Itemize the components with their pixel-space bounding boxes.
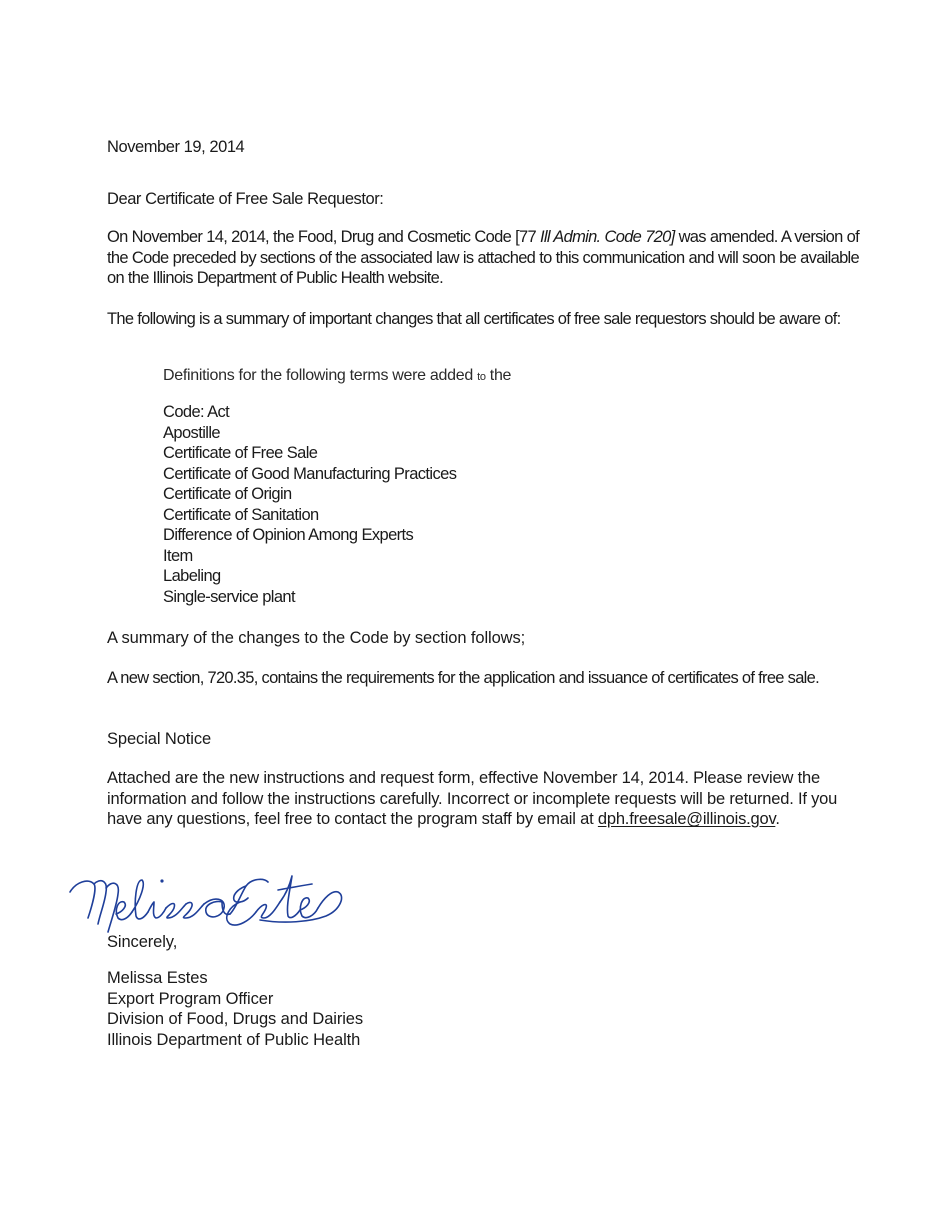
definitions-intro <box>163 366 511 387</box>
list-item: Certificate of Free Sale <box>163 444 318 462</box>
code-citation: Ill Admin. Code 720] <box>540 228 675 246</box>
paragraph-instructions-end: . <box>775 810 780 828</box>
definitions-intro-end: the <box>485 367 512 384</box>
closing: Sincerely, <box>107 933 178 951</box>
list-item: Certificate of Good Manufacturing Practices <box>163 464 457 483</box>
paragraph-code-amendment <box>107 227 859 289</box>
sender-name: Melissa Estes <box>107 969 208 987</box>
list-item: Certificate of Sanitation <box>163 505 319 524</box>
letter-date: November 19, 2014 <box>107 138 245 156</box>
sender-block <box>107 968 859 1050</box>
sender-division: Division of Food, Drugs and Dairies <box>107 1010 364 1028</box>
defined-terms-list <box>163 402 456 607</box>
list-item: Item <box>163 546 193 565</box>
summary-by-section-line: A summary of the changes to the Code by section follows; <box>107 629 526 647</box>
paragraph-summary-intro: The following is a summary of important changes that all certificates of free sale requestors should be aware of: <box>107 310 841 328</box>
paragraph-instructions <box>107 768 859 830</box>
paragraph-code-amendment-rest: was amended. A version of the Code preceded by sections of the associated law is attached to this communication and will soon be available on the Illinois Department of Public Health website. <box>107 228 860 287</box>
list-item: Code: Act <box>163 403 230 421</box>
list-item: Difference of Opinion Among Experts <box>163 526 414 544</box>
sender-title: Export Program Officer <box>107 989 274 1008</box>
paragraph-code-amendment-start: On November 14, 2014, the Food, Drug and Cosmetic Code [77 <box>107 228 541 246</box>
salutation: Dear Certificate of Free Sale Requestor: <box>107 190 384 208</box>
list-item: Single-service plant <box>163 587 295 606</box>
email-link[interactable]: dph.freesale@illinois.gov <box>597 810 776 828</box>
handwritten-signature <box>64 862 346 936</box>
definitions-intro-start: Definitions for the following terms were added <box>163 367 478 384</box>
sender-department: Illinois Department of Public Health <box>107 1030 361 1049</box>
list-item: Apostille <box>163 423 220 442</box>
definitions-intro-small-word: to <box>477 371 486 383</box>
list-item: Labeling <box>163 567 221 585</box>
paragraph-instructions-text: Attached are the new instructions and request form, effective November 14, 2014. Please review the information and follow the instructions carefully. Incorrect or incomplete requests will be returned. If you have any questions, feel free to contact the program staff by email at <box>107 769 838 828</box>
special-notice-heading: Special Notice <box>107 730 212 748</box>
paragraph-new-section: A new section, 720.35, contains the requirements for the application and issuance of certificates of free sale. <box>107 669 820 687</box>
list-item: Certificate of Origin <box>163 485 292 503</box>
